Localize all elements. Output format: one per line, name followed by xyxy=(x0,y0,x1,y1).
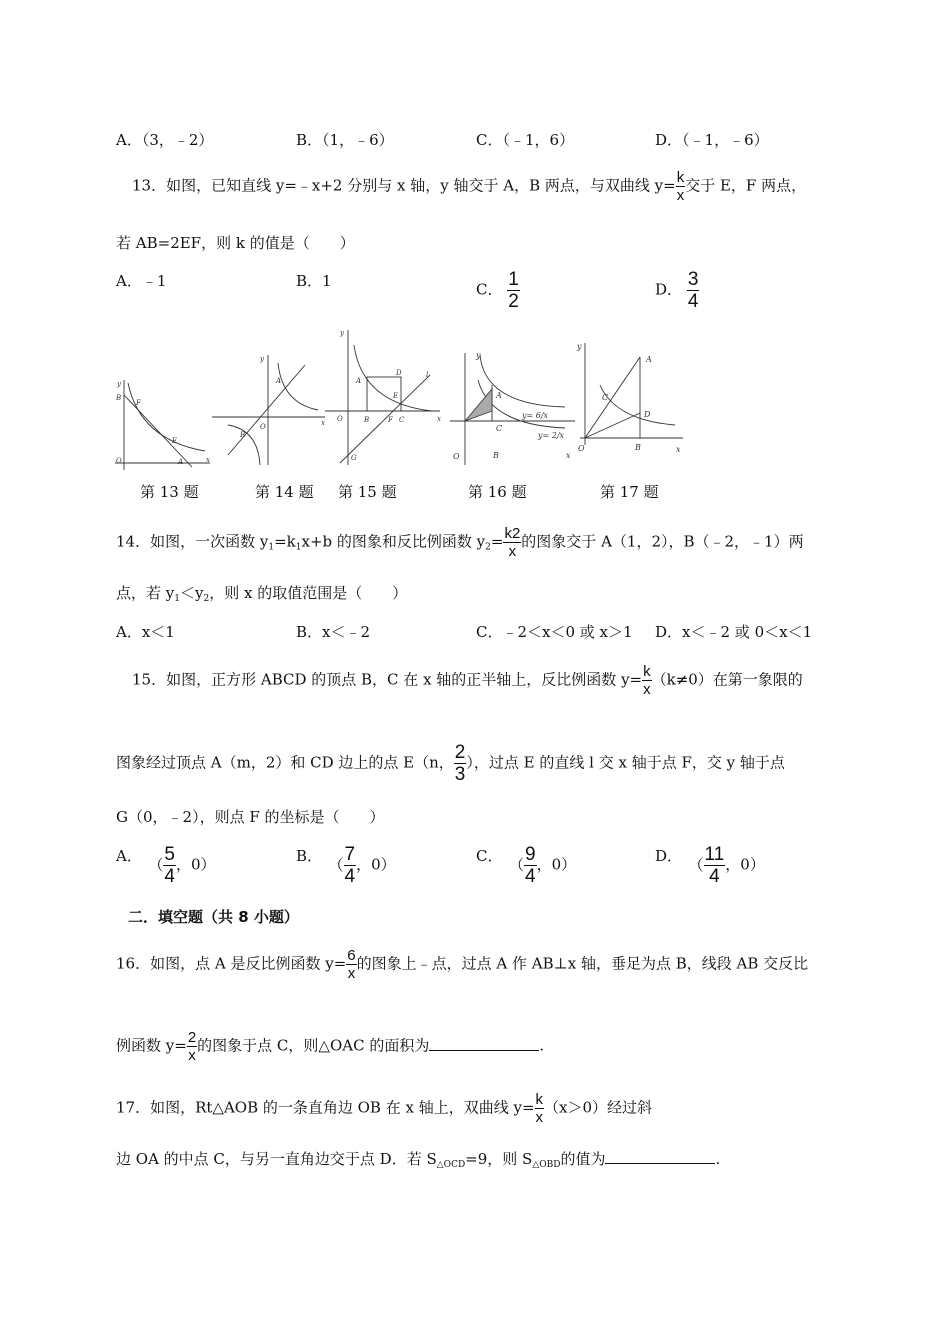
caption-figure-14: 第 14 题 xyxy=(255,483,314,501)
svg-text:B: B xyxy=(116,394,122,402)
svg-text:y: y xyxy=(117,380,121,388)
q15-stem: 15．如图，正方形 ABCD 的顶点 B，C 在 x 轴的正半轴上，反比例函数 y= $\frac{k}{x}$ （k≠0）在第一象限的 xyxy=(132,663,803,698)
svg-text:x: x xyxy=(566,451,571,460)
svg-text:A: A xyxy=(276,377,282,385)
figures-strip xyxy=(110,325,710,475)
figure-17 xyxy=(580,343,683,445)
svg-text:y= 2/x: y= 2/x xyxy=(538,431,565,440)
q16-answer-blank[interactable] xyxy=(429,1036,539,1051)
svg-text:x: x xyxy=(437,415,441,423)
svg-text:B: B xyxy=(493,451,499,460)
svg-text:y: y xyxy=(260,355,264,363)
figure-13 xyxy=(115,380,210,470)
svg-text:D: D xyxy=(396,369,402,377)
svg-text:E: E xyxy=(172,437,178,445)
section-heading-fill-in: 二．填空题（共 8 小题） xyxy=(128,908,299,926)
svg-text:A: A xyxy=(178,458,184,466)
svg-text:O: O xyxy=(260,423,266,431)
q14-option-c: C．﹣2＜x＜0 或 x＞1 xyxy=(476,623,633,641)
svg-text:E: E xyxy=(393,392,399,400)
svg-text:F: F xyxy=(136,399,141,407)
q15-option-b: B． （ $\frac{7}{4}$ ，0） xyxy=(296,844,396,887)
svg-text:x: x xyxy=(321,419,325,427)
svg-text:O: O xyxy=(453,452,460,461)
svg-text:y: y xyxy=(340,329,344,337)
svg-text:A: A xyxy=(646,355,652,364)
svg-text:O: O xyxy=(337,415,343,423)
caption-figure-17: 第 17 题 xyxy=(600,483,659,501)
q13-option-a: A．﹣1 xyxy=(116,272,167,290)
q14-option-d: D．x＜﹣2 或 0＜x＜1 xyxy=(655,623,813,641)
q15-option-a: A． （ $\frac{5}{4}$ ，0） xyxy=(116,844,216,887)
caption-figure-15: 第 15 题 xyxy=(338,483,397,501)
svg-text:A: A xyxy=(496,391,502,400)
q16-fraction: $\frac{6}{x}$ xyxy=(347,947,356,982)
q15-stem-line2: 图象经过顶点 A（m，2）和 CD 边上的点 E（n， $\frac{2}{3}$ ），过点 E 的直线 l 交 x 轴于点 F，交 y 轴于点 xyxy=(116,742,785,785)
svg-text:A: A xyxy=(356,377,362,385)
q14-stem-line2: 点，若 $y_1<y_2$，则 x 的取值范围是（ ） xyxy=(116,584,408,604)
q17-stem: 17．如图，Rt△AOB 的一条直角边 OB 在 x 轴上，双曲线 y= $\frac{k}{x}$ （x＞0）经过斜 xyxy=(116,1091,653,1126)
svg-text:y= 6/x: y= 6/x xyxy=(522,411,549,420)
svg-text:B: B xyxy=(364,416,370,424)
q14-option-b: B．x＜﹣2 xyxy=(296,623,371,641)
figure-16 xyxy=(450,353,575,465)
q16-stem: 16．如图，点 A 是反比例函数 y= $\frac{6}{x}$ 的图象上﹣点，过点 A 作 AB⊥x 轴，垂足为点 B，线段 AB 交反比 xyxy=(116,947,809,982)
svg-text:G: G xyxy=(351,454,357,462)
q12-option-a: A．（3，﹣2） xyxy=(116,131,214,149)
q17-answer-blank[interactable] xyxy=(605,1149,715,1164)
svg-text:y: y xyxy=(476,351,481,360)
caption-figure-13: 第 13 题 xyxy=(140,483,199,501)
svg-text:F: F xyxy=(388,416,393,424)
q13-option-b: B．1 xyxy=(296,272,332,290)
svg-text:l: l xyxy=(426,371,429,379)
figure-14 xyxy=(212,355,325,465)
svg-text:B: B xyxy=(635,443,641,452)
q13-option-d: D． $\frac{3}{4}$ xyxy=(655,269,699,312)
svg-text:x: x xyxy=(676,445,681,454)
svg-text:D: D xyxy=(644,410,651,419)
svg-text:y: y xyxy=(577,342,582,351)
q14-stem: 14．如图，一次函数 $y_1=k_1x+b$ 的图象和反比例函数 $y_2=$ $\frac{k2}{x}$ 的图象交于 A（1，2），B（﹣2，﹣1）两 xyxy=(116,525,804,560)
q14-option-a: A．x＜1 xyxy=(116,623,175,641)
svg-text:C: C xyxy=(399,416,405,424)
q15-fraction: $\frac{k}{x}$ xyxy=(643,663,651,698)
q13-fraction: $\frac{k}{x}$ xyxy=(676,169,685,204)
svg-text:C: C xyxy=(602,393,609,402)
q12-option-b: B．（1，﹣6） xyxy=(296,131,394,149)
q16-stem-line2: 例函数 y= $\frac{2}{x}$ 的图象于点 C，则△OAC 的面积为 . xyxy=(116,1029,545,1064)
q15-option-c: C． （ $\frac{9}{4}$ ，0） xyxy=(476,844,577,887)
q12-option-d: D．（﹣1，﹣6） xyxy=(655,131,769,149)
q17-fraction: $\frac{k}{x}$ xyxy=(535,1091,544,1126)
caption-figure-16: 第 16 题 xyxy=(468,483,527,501)
q15-option-d: D． （ $\frac{11}{4}$ ，0） xyxy=(655,844,765,887)
figure-15 xyxy=(325,330,440,465)
svg-text:O: O xyxy=(116,457,122,465)
q17-stem-line2: 边 OA 的中点 C，与另一直角边交于点 D．若 $S_{\triangle OCD}=9$，则 $S_{\triangle OBD}$的值为 . xyxy=(116,1150,721,1170)
svg-text:O: O xyxy=(578,444,585,453)
q15-stem-line3: G（0，﹣2），则点 F 的坐标是（ ） xyxy=(116,808,385,826)
svg-text:C: C xyxy=(496,424,503,433)
svg-text:x: x xyxy=(206,456,210,464)
svg-text:B: B xyxy=(240,431,246,439)
q13-stem-line2: 若 AB=2EF，则 k 的值是（ ） xyxy=(116,234,355,252)
q13-option-c: C． $\frac{1}{2}$ xyxy=(476,269,519,312)
q12-option-c: C．（﹣1，6） xyxy=(476,131,575,149)
q13-stem: 13．如图，已知直线 y=﹣x+2 分别与 x 轴，y 轴交于 A，B 两点，与双曲线 y= $\frac{k}{x}$ 交于 E，F 两点， xyxy=(132,169,807,204)
q14-fraction: $\frac{k2}{x}$ xyxy=(504,525,521,560)
figure-16-shaded-triangle xyxy=(465,389,492,421)
